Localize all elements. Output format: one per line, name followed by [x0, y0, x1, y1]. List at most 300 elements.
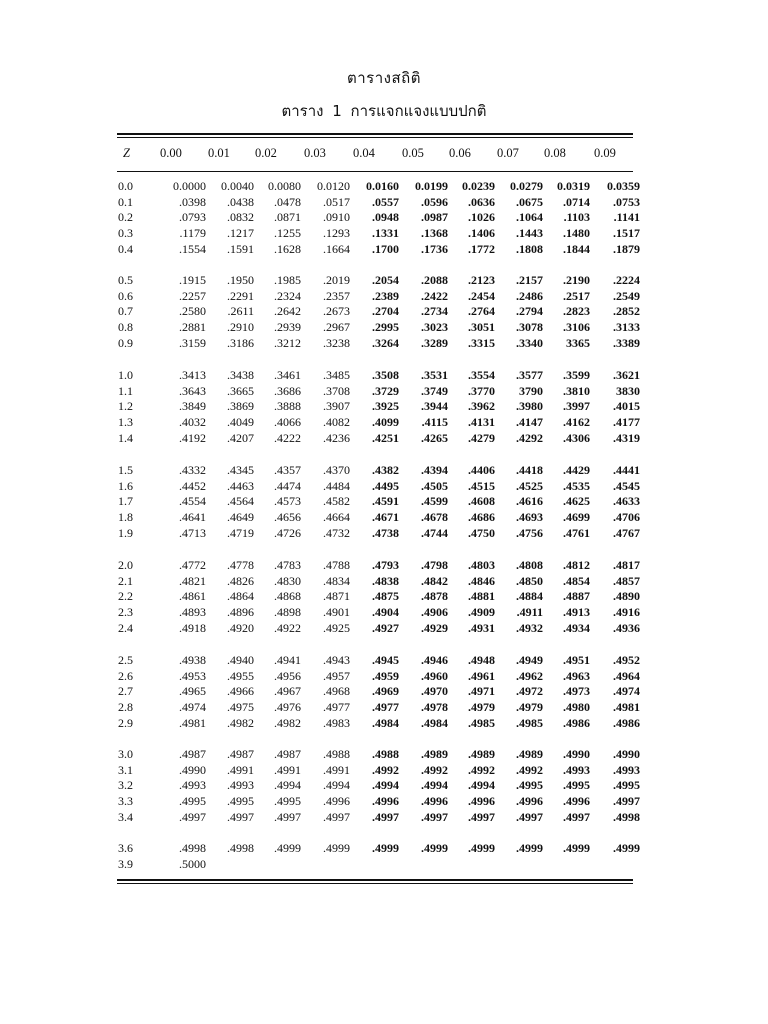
- table-cell: .1736: [421, 241, 448, 256]
- table-cell: .4998: [179, 841, 206, 855]
- table-cell: .4693: [516, 510, 543, 525]
- table-cell: 0.0319: [557, 179, 590, 193]
- table-cell: .4732: [323, 525, 350, 540]
- table-cell: .4995: [227, 794, 254, 809]
- table-cell: .4940: [227, 653, 254, 667]
- z-value: 0.4: [118, 241, 133, 256]
- table-cell: .2324: [274, 288, 301, 303]
- table-cell: 0.0000: [173, 179, 206, 193]
- table-cell: .2454: [468, 288, 495, 303]
- table-cell: .4996: [516, 794, 543, 809]
- table-cell: .4974: [613, 684, 640, 699]
- table-cell: .1808: [516, 241, 543, 256]
- z-value: 0.2: [118, 210, 133, 225]
- table-cell: .3997: [563, 399, 590, 414]
- table-cell: .4997: [372, 809, 399, 824]
- table-cell: .4943: [323, 653, 350, 667]
- table-cell: .4893: [179, 605, 206, 620]
- table-cell: .4996: [563, 794, 590, 809]
- table-cell: 3830: [616, 383, 640, 398]
- table-cell: .4834: [323, 573, 350, 588]
- table-cell: .4545: [613, 478, 640, 493]
- table-cell: .1915: [179, 273, 206, 287]
- table-cell: .4032: [179, 415, 206, 430]
- table-cell: .4846: [468, 573, 495, 588]
- table-cell: .4808: [516, 558, 543, 572]
- table-cell: .4979: [516, 700, 543, 715]
- table-cell: .4441: [613, 463, 640, 477]
- table-cell: .3212: [274, 335, 301, 350]
- table-cell: .0910: [323, 210, 350, 225]
- table-cell: .4997: [613, 794, 640, 809]
- table-cell: .1772: [468, 241, 495, 256]
- table-cell: .4738: [372, 525, 399, 540]
- table-cell: .3749: [421, 383, 448, 398]
- table-cell: .4996: [372, 794, 399, 809]
- table-cell: .4992: [468, 762, 495, 777]
- table-cell: .4222: [274, 430, 301, 445]
- table-cell: .3438: [227, 368, 254, 382]
- table-cell: .4788: [323, 558, 350, 572]
- table-cell: .4750: [468, 525, 495, 540]
- table-cell: .4989: [516, 747, 543, 761]
- table-cell: .3389: [613, 335, 640, 350]
- table-cell: .4969: [372, 684, 399, 699]
- table-cell: .4887: [563, 589, 590, 604]
- table-cell: .4495: [372, 478, 399, 493]
- table-cell: .0675: [516, 194, 543, 209]
- table-cell: .1179: [179, 226, 206, 241]
- table-cell: .4573: [274, 494, 301, 509]
- z-value: 2.7: [118, 684, 133, 699]
- table-cell: 0.0080: [268, 179, 301, 193]
- table-bottom-rule: [117, 879, 633, 881]
- table-cell: .4671: [372, 510, 399, 525]
- table-cell: .1950: [227, 273, 254, 287]
- z-value: 2.1: [118, 573, 133, 588]
- table-cell: .4968: [323, 684, 350, 699]
- table-cell: .4826: [227, 573, 254, 588]
- table-cell: .4994: [274, 778, 301, 793]
- table-cell: .1879: [613, 241, 640, 256]
- z-value: 2.4: [118, 620, 133, 635]
- table-cell: .1331: [372, 226, 399, 241]
- table-cell: 3790: [519, 383, 543, 398]
- table-cell: .2190: [563, 273, 590, 287]
- table-cell: .1985: [274, 273, 301, 287]
- table-cell: .4881: [468, 589, 495, 604]
- column-header: 0.06: [449, 146, 471, 160]
- z-value: 1.2: [118, 399, 133, 414]
- table-cell: .3051: [468, 320, 495, 335]
- table-cell: .4406: [468, 463, 495, 477]
- table-cell: .4999: [421, 841, 448, 855]
- table-cell: .4772: [179, 558, 206, 572]
- table-cell: .4641: [179, 510, 206, 525]
- table-cell: 0.0359: [607, 179, 640, 193]
- table-cell: .4927: [372, 620, 399, 635]
- table-cell: .4994: [421, 778, 448, 793]
- table-cell: .1103: [563, 210, 590, 225]
- table-cell: .4875: [372, 589, 399, 604]
- table-cell: .4987: [227, 747, 254, 761]
- table-cell: .4821: [179, 573, 206, 588]
- table-cell: .4994: [468, 778, 495, 793]
- table-cell: .3962: [468, 399, 495, 414]
- table-cell: .2939: [274, 320, 301, 335]
- table-cell: .4767: [613, 525, 640, 540]
- table-cell: .4761: [563, 525, 590, 540]
- table-cell: .4115: [421, 415, 448, 430]
- table-cell: .4998: [227, 841, 254, 855]
- table-cell: .4793: [372, 558, 399, 572]
- table-cell: .4515: [468, 478, 495, 493]
- table-cell: .4987: [179, 747, 206, 761]
- table-cell: .2019: [323, 273, 350, 287]
- table-cell: .4564: [227, 494, 254, 509]
- table-cell: .0398: [179, 194, 206, 209]
- table-cell: .4525: [516, 478, 543, 493]
- z-value: 3.2: [118, 778, 133, 793]
- table-cell: .4251: [372, 430, 399, 445]
- table-cell: .0596: [421, 194, 448, 209]
- z-value: 1.0: [118, 368, 133, 382]
- table-cell: .4995: [613, 778, 640, 793]
- table-cell: .2486: [516, 288, 543, 303]
- table-cell: .4932: [516, 620, 543, 635]
- table-cell: .4982: [227, 715, 254, 730]
- table-cell: .4965: [179, 684, 206, 699]
- table-cell: .3729: [372, 383, 399, 398]
- table-cell: .4956: [274, 668, 301, 683]
- table-cell: .4906: [421, 605, 448, 620]
- table-cell: .4719: [227, 525, 254, 540]
- table-cell: .4864: [227, 589, 254, 604]
- table-cell: 0.0279: [510, 179, 543, 193]
- table-cell: .3413: [179, 368, 206, 382]
- z-value: 0.0: [118, 179, 133, 193]
- table-cell: .4986: [613, 715, 640, 730]
- table-cell: .4999: [613, 841, 640, 855]
- table-cell: .4993: [179, 778, 206, 793]
- table-cell: .4868: [274, 589, 301, 604]
- table-cell: .2291: [227, 288, 254, 303]
- table-cell: .3944: [421, 399, 448, 414]
- table-cell: .4941: [274, 653, 301, 667]
- table-cell: .2611: [227, 304, 254, 319]
- table-cell: .4909: [468, 605, 495, 620]
- table-cell: .4985: [516, 715, 543, 730]
- table-cell: .3133: [613, 320, 640, 335]
- z-value: 3.1: [118, 762, 133, 777]
- table-cell: .1517: [613, 226, 640, 241]
- table-cell: .1664: [323, 241, 350, 256]
- table-cell: .4382: [372, 463, 399, 477]
- z-column-header: Z: [123, 146, 130, 160]
- table-cell: .2673: [323, 304, 350, 319]
- table-cell: .4429: [563, 463, 590, 477]
- table-cell: .4984: [421, 715, 448, 730]
- table-cell: .4082: [323, 415, 350, 430]
- table-cell: .4878: [421, 589, 448, 604]
- table-cell: .3643: [179, 383, 206, 398]
- table-cell: .3106: [563, 320, 590, 335]
- table-cell: .4978: [421, 700, 448, 715]
- table-cell: .1293: [323, 226, 350, 241]
- table-cell: .4984: [372, 715, 399, 730]
- table-cell: .4996: [421, 794, 448, 809]
- table-cell: .4918: [179, 620, 206, 635]
- z-value: 2.9: [118, 715, 133, 730]
- z-value: 2.6: [118, 668, 133, 683]
- table-cell: .1217: [227, 226, 254, 241]
- table-cell: .4599: [421, 494, 448, 509]
- table-cell: .4890: [613, 589, 640, 604]
- table-cell: .2910: [227, 320, 254, 335]
- table-cell: .2054: [372, 273, 399, 287]
- table-cell: .3849: [179, 399, 206, 414]
- table-cell: .4049: [227, 415, 254, 430]
- table-cell: .2881: [179, 320, 206, 335]
- table-top-rule-thin: [117, 137, 633, 138]
- table-cell: .4999: [468, 841, 495, 855]
- table-cell: .3869: [227, 399, 254, 414]
- table-cell: .4713: [179, 525, 206, 540]
- table-cell: .4953: [179, 668, 206, 683]
- table-cell: .4997: [179, 809, 206, 824]
- table-cell: .4997: [421, 809, 448, 824]
- table-cell: .5000: [179, 856, 206, 871]
- table-cell: .4778: [227, 558, 254, 572]
- table-cell: .3531: [421, 368, 448, 382]
- table-cell: .0636: [468, 194, 495, 209]
- table-cell: 0.0199: [415, 179, 448, 193]
- table-cell: .1406: [468, 226, 495, 241]
- table-cell: .4913: [563, 605, 590, 620]
- table-cell: .4988: [372, 747, 399, 761]
- table-cell: .4977: [372, 700, 399, 715]
- table-cell: .3186: [227, 335, 254, 350]
- table-cell: .4997: [468, 809, 495, 824]
- table-cell: .4678: [421, 510, 448, 525]
- table-cell: .4981: [179, 715, 206, 730]
- table-cell: .0753: [613, 194, 640, 209]
- table-cell: .0832: [227, 210, 254, 225]
- table-cell: .4996: [323, 794, 350, 809]
- table-cell: .4929: [421, 620, 448, 635]
- z-value: 2.8: [118, 700, 133, 715]
- table-cell: .3770: [468, 383, 495, 398]
- table-cell: .4633: [613, 494, 640, 509]
- z-value: 3.9: [118, 856, 133, 871]
- table-cell: .1026: [468, 210, 495, 225]
- table-cell: .4854: [563, 573, 590, 588]
- header-divider: [117, 171, 633, 172]
- table-cell: .0948: [372, 210, 399, 225]
- table-cell: .4616: [516, 494, 543, 509]
- table-cell: .3289: [421, 335, 448, 350]
- table-cell: .3554: [468, 368, 495, 382]
- table-cell: .0438: [227, 194, 254, 209]
- table-cell: .3686: [274, 383, 301, 398]
- table-cell: .4131: [468, 415, 495, 430]
- table-cell: .4985: [468, 715, 495, 730]
- z-value: 2.5: [118, 653, 133, 667]
- table-cell: .4803: [468, 558, 495, 572]
- table-cell: .4999: [274, 841, 301, 855]
- table-cell: .4970: [421, 684, 448, 699]
- table-cell: .4649: [227, 510, 254, 525]
- table-cell: .4936: [613, 620, 640, 635]
- table-cell: .4306: [563, 430, 590, 445]
- table-cell: .2823: [563, 304, 590, 319]
- table-cell: .4332: [179, 463, 206, 477]
- z-value: 0.7: [118, 304, 133, 319]
- table-cell: .4979: [468, 700, 495, 715]
- table-cell: .0517: [323, 194, 350, 209]
- table-cell: .2357: [323, 288, 350, 303]
- table-cell: .4948: [468, 653, 495, 667]
- table-cell: .1628: [274, 241, 301, 256]
- table-cell: .4997: [274, 809, 301, 824]
- column-header: 0.08: [544, 146, 566, 160]
- table-cell: .1141: [613, 210, 640, 225]
- table-cell: .2549: [613, 288, 640, 303]
- table-cell: .4992: [516, 762, 543, 777]
- z-value: 0.1: [118, 194, 133, 209]
- table-cell: .4992: [372, 762, 399, 777]
- table-cell: .4974: [179, 700, 206, 715]
- table-cell: .4901: [323, 605, 350, 620]
- table-cell: .4997: [323, 809, 350, 824]
- table-cell: .4452: [179, 478, 206, 493]
- table-cell: .2389: [372, 288, 399, 303]
- table-cell: .4995: [516, 778, 543, 793]
- table-cell: .4798: [421, 558, 448, 572]
- table-cell: .4989: [421, 747, 448, 761]
- table-cell: .4726: [274, 525, 301, 540]
- table-cell: .4817: [613, 558, 640, 572]
- table-cell: .4962: [516, 668, 543, 683]
- column-header: 0.03: [304, 146, 326, 160]
- table-cell: .0793: [179, 210, 206, 225]
- table-cell: .4783: [274, 558, 301, 572]
- table-cell: .4963: [563, 668, 590, 683]
- table-cell: .1700: [372, 241, 399, 256]
- table-cell: .4394: [421, 463, 448, 477]
- table-cell: .4345: [227, 463, 254, 477]
- table-cell: .4279: [468, 430, 495, 445]
- z-value: 0.3: [118, 226, 133, 241]
- table-cell: .4292: [516, 430, 543, 445]
- table-cell: .3925: [372, 399, 399, 414]
- table-cell: .4994: [372, 778, 399, 793]
- table-cell: 0.0120: [317, 179, 350, 193]
- table-cell: .4981: [613, 700, 640, 715]
- z-value: 1.9: [118, 525, 133, 540]
- table-cell: .4991: [274, 762, 301, 777]
- table-cell: .4997: [227, 809, 254, 824]
- table-cell: .3508: [372, 368, 399, 382]
- table-cell: 3365: [566, 335, 590, 350]
- table-cell: .4991: [227, 762, 254, 777]
- table-cell: .4986: [563, 715, 590, 730]
- table-cell: .2580: [179, 304, 206, 319]
- table-cell: .4192: [179, 430, 206, 445]
- table-cell: .2995: [372, 320, 399, 335]
- table-cell: .4992: [421, 762, 448, 777]
- table-cell: .4996: [468, 794, 495, 809]
- table-cell: .2224: [613, 273, 640, 287]
- table-cell: .4991: [323, 762, 350, 777]
- table-cell: .2157: [516, 273, 543, 287]
- table-cell: .4319: [613, 430, 640, 445]
- table-cell: .4999: [563, 841, 590, 855]
- table-cell: .3980: [516, 399, 543, 414]
- table-cell: .1844: [563, 241, 590, 256]
- table-cell: .3315: [468, 335, 495, 350]
- z-value: 2.3: [118, 605, 133, 620]
- z-value: 2.2: [118, 589, 133, 604]
- table-cell: .0478: [274, 194, 301, 209]
- z-value: 3.6: [118, 841, 133, 855]
- table-cell: .2422: [421, 288, 448, 303]
- table-cell: .4850: [516, 573, 543, 588]
- table-cell: .4938: [179, 653, 206, 667]
- table-cell: .1064: [516, 210, 543, 225]
- table-cell: .0987: [421, 210, 448, 225]
- column-header: 0.04: [353, 146, 375, 160]
- table-cell: .4265: [421, 430, 448, 445]
- table-cell: .3907: [323, 399, 350, 414]
- table-cell: .4830: [274, 573, 301, 588]
- table-cell: .4177: [613, 415, 640, 430]
- table-cell: .2734: [421, 304, 448, 319]
- table-cell: .4608: [468, 494, 495, 509]
- table-cell: .3238: [323, 335, 350, 350]
- table-cell: .4099: [372, 415, 399, 430]
- table-cell: .4993: [613, 762, 640, 777]
- z-value: 1.8: [118, 510, 133, 525]
- z-value: 0.5: [118, 273, 133, 287]
- table-cell: .4871: [323, 589, 350, 604]
- table-cell: .3461: [274, 368, 301, 382]
- column-header: 0.07: [497, 146, 519, 160]
- table-cell: .2852: [613, 304, 640, 319]
- table-cell: 0.0239: [462, 179, 495, 193]
- table-cell: .4699: [563, 510, 590, 525]
- z-value: 1.1: [118, 383, 133, 398]
- table-cell: .2257: [179, 288, 206, 303]
- table-cell: .4463: [227, 478, 254, 493]
- z-value: 1.5: [118, 463, 133, 477]
- table-cell: .2764: [468, 304, 495, 319]
- table-cell: .4664: [323, 510, 350, 525]
- z-value: 3.4: [118, 809, 133, 824]
- table-cell: .4977: [323, 700, 350, 715]
- table-cell: 0.0040: [221, 179, 254, 193]
- table-cell: .4916: [613, 605, 640, 620]
- table-cell: .4582: [323, 494, 350, 509]
- table-cell: .3023: [421, 320, 448, 335]
- table-cell: .0714: [563, 194, 590, 209]
- column-header: 0.01: [208, 146, 230, 160]
- table-cell: .4994: [323, 778, 350, 793]
- table-cell: .4967: [274, 684, 301, 699]
- table-cell: .4207: [227, 430, 254, 445]
- z-value: 2.0: [118, 558, 133, 572]
- z-value: 3.0: [118, 747, 133, 761]
